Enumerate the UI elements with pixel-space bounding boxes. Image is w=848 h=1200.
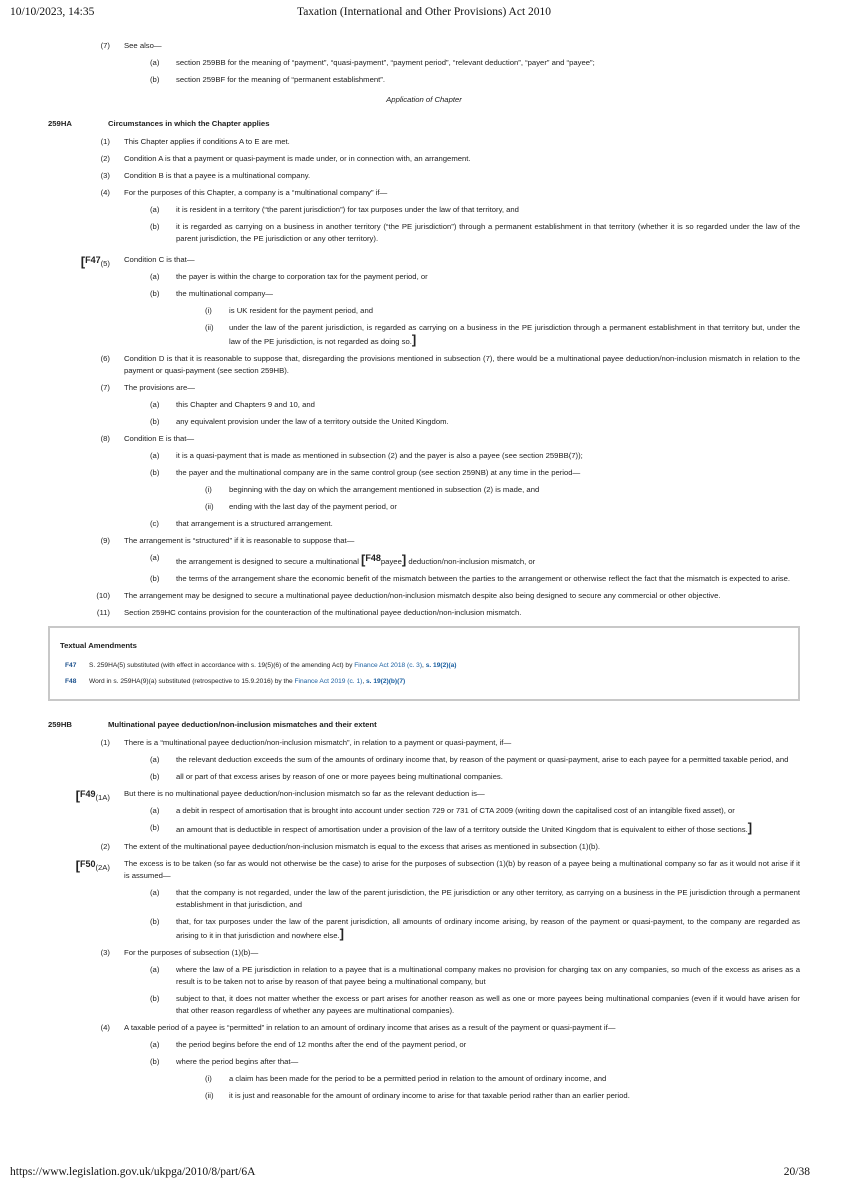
amendment-close-bracket: ] [339,926,345,941]
paragraph: (b) all or part of that excess arises by reason of one or more payees being multinational companies. [150,772,503,781]
section-number: 259HA [48,119,72,128]
amendment-close-bracket: ] [401,552,407,567]
provision-item: (a) section 259BB for the meaning of “payment”, “quasi-payment”, “payment period”, “relevant deduction”, “payer” and “payee”; [150,58,595,67]
paragraph: (b) an amount that is deductible in respect of amortisation under a provision of the law of a territory outside the United Kingdom that is equivalent to either of those sections.] [150,820,753,835]
subsection: (2) The extent of the multinational payee deduction/non-inclusion mismatch is equal to the excess that arises as mentioned in subsection (1)(b). [100,842,601,851]
subsection: [F47(5) Condition C is that— [80,254,195,269]
sub-paragraph: (i) is UK resident for the payment period, and [205,306,374,315]
section-heading [0,118,848,130]
subsection: (7) The provisions are— [100,383,195,392]
page-number: 20/38 [783,1166,810,1178]
paragraph: (a) it is resident in a territory (“the parent jurisdiction”) for tax purposes under the law of that territory, and [150,205,519,214]
sub-paragraph: (ii) under the law of the parent jurisdiction, is regarded as carrying on a business in the PE jurisdiction through a permanent establishment in that territory but, under the law of the PE jurisdiction, is not regarded as doing so.] [205,323,800,347]
paragraph: (a) it is a quasi-payment that is made as mentioned in subsection (2) and the payer is also a payee (see section 259BB(7)); [150,451,583,460]
subsection: (6) Condition D is that it is reasonable to suppose that, disregarding the provisions mentioned in subsection (7), there would be a multinational payee deduction/non-inclusion mismatch in relation to the payment or quasi-payment (see section 259HB). [100,354,800,375]
subsection: (1) There is a “multinational payee deduction/non-inclusion mismatch”, in relation to a payment or quasi-payment, if— [100,738,512,747]
amendment-ref-link[interactable]: F50 [79,859,96,869]
sub-paragraph: (ii) ending with the last day of the payment period, or [205,502,397,511]
page-header [0,6,848,24]
subsection: (4) A taxable period of a payee is “permitted” in relation to an amount of ordinary income that arises as a result of the payment or quasi-payment if— [100,1023,616,1032]
provision-item: (b) section 259BF for the meaning of “permanent establishment”. [150,75,385,84]
sub-paragraph: (ii) it is just and reasonable for the amount of ordinary income to arise for that taxable period rather than an earlier period. [205,1091,630,1100]
print-datetime: 10/10/2023, 14:35 [10,6,95,18]
amendment-open-bracket: [ [75,858,80,873]
paragraph: (b) the multinational company— [150,289,273,298]
act-link[interactable]: Finance Act 2018 (c. 3) [354,662,423,669]
paragraph: (a) a debit in respect of amortisation that is brought into account under section 729 or 731 of CTA 2009 (writing down the capitalised cost of an intangible fixed asset), or [150,806,735,815]
paragraph: (b) the payer and the multinational company are in the same control group (see section 259NB) at any time in the period— [150,468,581,477]
amendment-close-bracket: ] [411,332,417,347]
provision: (7) See also— [100,41,162,50]
textual-amendments-box [48,626,800,701]
section-number: 259HB [48,720,72,729]
paragraph: (a) this Chapter and Chapters 9 and 10, and [150,400,315,409]
section-title: Multinational payee deduction/non-inclusion mismatches and their extent [108,720,377,729]
amendment-id-link[interactable]: F47 [65,662,77,669]
sub-paragraph: (i) a claim has been made for the period to be a permitted period in relation to the amount of ordinary income, and [205,1074,607,1083]
amendment-ref-link[interactable]: F49 [79,789,96,799]
paragraph: (a) that the company is not regarded, under the law of the parent jurisdiction, the PE jurisdiction or any other territory, as carrying on a business in the PE jurisdiction through a permanent establishment in that jurisdiction, and [150,888,800,909]
paragraph: (a) the relevant deduction exceeds the sum of the amounts of ordinary income that, by reason of the payment or quasi-payment, arise to each payee for a permitted taxable period, and [150,755,789,764]
section-title: Circumstances in which the Chapter applies [108,119,270,128]
paragraph: (b) subject to that, it does not matter whether the excess or part arises for another reason as well as one or more payees being multinational companies (even if it would have arisen for that other reason regardless of whether any payees are multinational companies). [150,994,800,1015]
document-title: Taxation (International and Other Provisions) Act 2010 [296,6,552,18]
paragraph: (c) that arrangement is a structured arrangement. [150,519,333,528]
subsection: (11) Section 259HC contains provision for the counteraction of the multinational payee deduction/non-inclusion mismatch. [96,608,522,617]
amendment-open-bracket: [ [361,552,366,567]
paragraph: (a) the payer is within the charge to corporation tax for the payment period, or [150,272,428,281]
page-footer [0,1166,848,1184]
paragraph: (b) where the period begins after that— [150,1057,299,1066]
subsection: (3) Condition B is that a payee is a multinational company. [100,171,311,180]
paragraph: (b) that, for tax purposes under the law of the parent jurisdiction, all amounts of ordinary income arising, by reason of the payment or quasi-payment, to the company are regarded as arising to it in that jurisdiction and nowhere else.] [150,917,800,941]
section-link[interactable]: s. 19(2)(a) [425,662,457,669]
subsection: (3) For the purposes of subsection (1)(b)— [100,948,259,957]
amendments-title: Textual Amendments [60,641,137,650]
paragraph: (a) the arrangement is designed to secure a multinational [F48payee] deduction/non-inclusion mismatch, or [150,552,536,567]
crossheading: Application of Chapter [386,95,462,104]
paragraph: (b) it is regarded as carrying on a business in another territory (“the PE jurisdiction”) through a permanent establishment in that territory (whether it is so regarded under the law of the parent jurisdiction, the PE jurisdiction or any other territory). [150,222,800,243]
amendment-close-bracket: ] [747,820,753,835]
amendment-open-bracket: [ [80,254,86,269]
sub-paragraph: (i) beginning with the day on which the arrangement mentioned in subsection (2) is made, and [205,485,540,494]
document-body [0,40,848,1107]
source-url: https://www.legislation.gov.uk/ukpga/2010/8/part/6A [10,1166,256,1178]
subsection: (1) This Chapter applies if conditions A to E are met. [100,137,290,146]
amendment-row: F48 Word in s. 259HA(9)(a) substituted (retrospective to 15.9.2016) by the Finance Act 2019 (c. 1), s. 19(2)(b)(7) [60,676,788,688]
subsection: [F50(2A) The excess is to be taken (so far as would not otherwise be the case) to arise for the purposes of subsection (1)(b) by reason of a payee being a multinational company so far as it would not arise if it is assumed— [75,858,800,880]
subsection: (2) Condition A is that a payment or quasi-payment is made under, or in connection with, an arrangement. [100,154,471,163]
amendment-open-bracket: [ [75,788,80,803]
subsection: (10) The arrangement may be designed to secure a multinational payee deduction/non-inclusion mismatch despite also being designed to secure any commercial or other objective. [96,591,721,600]
paragraph: (a) the period begins before the end of 12 months after the end of the payment period, or [150,1040,467,1049]
act-link[interactable]: Finance Act 2019 (c. 1) [294,678,363,685]
paragraph: (a) where the law of a PE jurisdiction in relation to a payee that is a multinational company makes no provision for charging tax on any companies, so much of the excess as arises as a result is to be taken not to arise by reason of that payee being a multinational company, but [150,965,800,986]
amendment-id-link[interactable]: F48 [65,678,77,685]
section-heading [0,719,848,731]
subsection: (9) The arrangement is “structured” if it is reasonable to suppose that— [100,536,355,545]
section-link[interactable]: s. 19(2)(b)(7) [365,678,406,685]
subsection: (4) For the purposes of this Chapter, a company is a “multinational company” if— [100,188,388,197]
paragraph: (b) the terms of the arrangement share the economic benefit of the mismatch between the parties to the arrangement or otherwise reflect the fact that the mismatch is expected to arise. [150,574,791,583]
amendment-ref-link[interactable]: F47 [85,255,101,265]
amendment-row: F47 S. 259HA(5) substituted (with effect in accordance with s. 19(5)(6) of the amending Act) by Finance Act 2018 (c. 3), s. 19(2)(a) [60,660,788,672]
amendment-ref-link[interactable]: F48 [365,553,381,563]
subsection: [F49(1A) But there is no multinational payee deduction/non-inclusion mismatch so far as the relevant deduction is— [75,788,485,803]
subsection: (8) Condition E is that— [100,434,195,443]
paragraph: (b) any equivalent provision under the law of a territory outside the United Kingdom. [150,417,449,426]
